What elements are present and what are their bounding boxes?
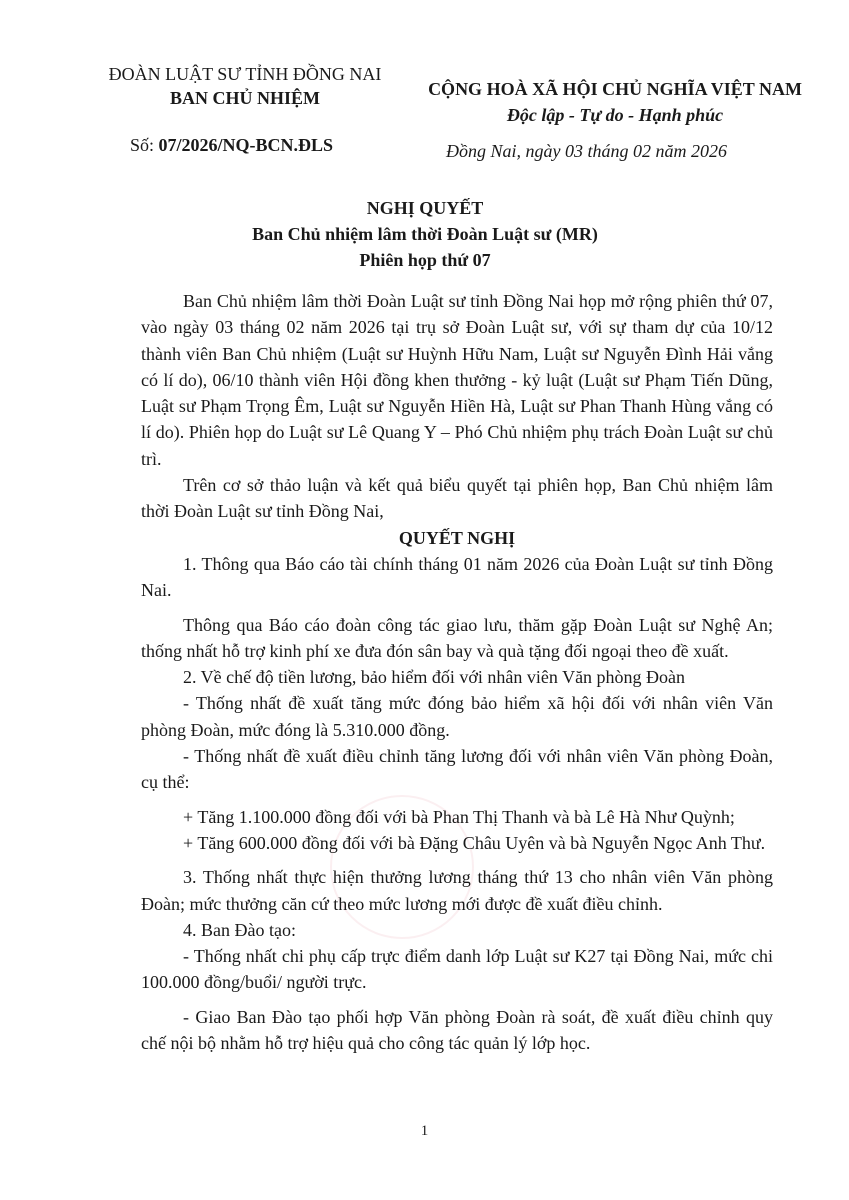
session-title: Phiên họp thứ 07 xyxy=(359,250,491,270)
document-number xyxy=(130,135,333,156)
item-1b: Thông qua Báo cáo đoàn công tác giao lưu, thăm gặp Đoàn Luật sư Nghệ An; thống nhất hỗ trợ kinh phí xe đưa đón sân bay và quà tặng đối ngoại theo đề xuất. xyxy=(141,614,773,661)
item-2a: - Thống nhất đề xuất tăng mức đóng bảo hiểm xã hội đối với nhân viên Văn phòng Đoàn, mức đóng là 5.310.000 đồng. xyxy=(141,693,773,740)
motto: Độc lập - Tự do - Hạnh phúc xyxy=(506,105,724,125)
item-4b: - Giao Ban Đào tạo phối hợp Văn phòng Đoàn rà soát, đề xuất điều chỉnh quy chế nội bộ nhằm hỗ trợ hiệu quả cho công tác quản lý lớp học. xyxy=(141,1006,773,1054)
basis-paragraph: Trên cơ sở thảo luận và kết quả biểu quyết tại phiên họp, Ban Chủ nhiệm lâm thời Đoàn Luật sư tỉnh Đồng Nai, xyxy=(141,475,773,522)
item-2b2: + Tăng 600.000 đồng đối với bà Đặng Châu Uyên và bà Nguyễn Ngọc Anh Thư. xyxy=(183,832,766,853)
resolve-heading: QUYẾT NGHỊ xyxy=(398,527,516,548)
item-2: 2. Về chế độ tiền lương, bảo hiểm đối với nhân viên Văn phòng Đoàn xyxy=(183,667,686,688)
national-motto xyxy=(395,76,835,128)
item-2b1: + Tăng 1.100.000 đồng đối với bà Phan Thị Thanh và bà Lê Hà Như Quỳnh; xyxy=(183,806,735,827)
document-subtitle: Ban Chủ nhiệm lâm thời Đoàn Luật sư (MR) xyxy=(252,224,598,244)
item-4a: - Thống nhất chi phụ cấp trực điểm danh lớp Luật sư K27 tại Đồng Nai, mức chi 100.000 đồng/buổi/ người trực. xyxy=(141,946,773,993)
org-board: BAN CHỦ NHIỆM xyxy=(169,88,320,108)
org-name: ĐOÀN LUẬT SƯ TỈNH ĐỒNG NAI xyxy=(108,64,382,84)
document-body xyxy=(141,288,773,1056)
intro-paragraph: Ban Chủ nhiệm lâm thời Đoàn Luật sư tỉnh Đồng Nai họp mở rộng phiên thứ 07, vào ngày 03 tháng 02 năm 2026 tại trụ sở Đoàn Luật sư, với sự tham dự của 10/12 thành viên Ban Chủ nhiệm (Luật sư Huỳnh Hữu Nam, Luật sư Nguyễn Đình Hải vắng có lí do), 06/10 thành viên Hội đồng khen thưởng - kỷ luật (Luật sư Phạm Tiến Dũng, Luật sư Phạm Trọng Êm, Luật sư Nguyễn Hiền Hà, Luật sư Phan Thanh Hùng vắng có lí do). Phiên họp do Luật sư Lê Quang Y – Phó Chủ nhiệm phụ trách Đoàn Luật sư chủ trì. xyxy=(141,291,773,469)
nation-name: CỘNG HOÀ XÃ HỘI CHỦ NGHĨA VIỆT NAM xyxy=(428,79,802,99)
issuing-organization xyxy=(100,62,390,110)
doc-no-value: 07/2026/NQ-BCN.ĐLS xyxy=(158,135,334,155)
item-2b: - Thống nhất đề xuất điều chỉnh tăng lương đối với nhân viên Văn phòng Đoàn, cụ thể: xyxy=(141,746,773,793)
doc-no-label: Số: xyxy=(130,135,159,155)
item-4: 4. Ban Đào tạo: xyxy=(183,919,296,940)
item-3: 3. Thống nhất thực hiện thưởng lương tháng thứ 13 cho nhân viên Văn phòng Đoàn; mức thưởng căn cứ theo mức lương mới được đề xuất điều chỉnh. xyxy=(141,867,773,914)
document-title: NGHỊ QUYẾT xyxy=(366,198,484,218)
page-number: 1 xyxy=(420,1123,429,1139)
item-1: 1. Thông qua Báo cáo tài chính tháng 01 năm 2026 của Đoàn Luật sư tỉnh Đồng Nai. xyxy=(141,553,773,601)
place-date: Đồng Nai, ngày 03 tháng 02 năm 2026 xyxy=(446,141,727,161)
